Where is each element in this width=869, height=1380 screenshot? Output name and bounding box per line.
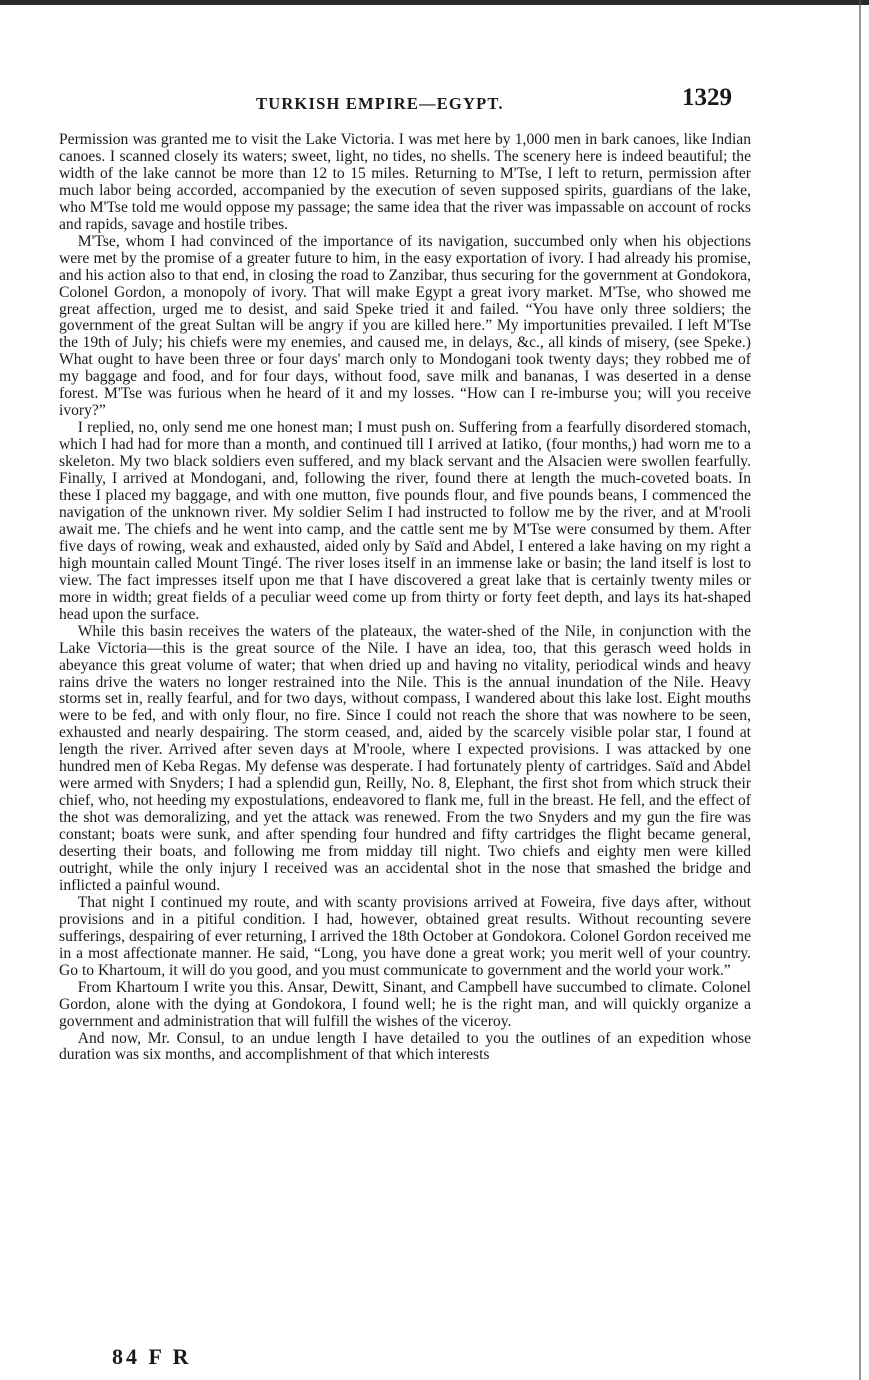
signature-mark: 84 F R (112, 1344, 192, 1369)
page-edge-line (859, 0, 861, 1380)
paragraph: M'Tse, whom I had convinced of the importance of its navigation, succumbed only when his objections were met by the promise of a greater future to him, in the easy exportation of ivory. I had already his promise, and his action also to that end, in closing the road to Zanzibar, thus securing for the government at Gondokora, Colonel Gordon, a monopoly of ivory. That will make Egypt a great ivory market. M'Tse, who showed me great affection, urged me to desist, and said Speke tried it and failed. “You have only three soldiers; the government of the great Sultan will be angry if you are killed here.” My importunities prevailed. I left M'Tse the 19th of July; his chiefs were my enemies, and caused me, in delays, &c., all kinds of misery, (see Speke.) What ought to have been three or four days' march only to Mondogani took twenty days; they robbed me of my baggage and food, and for four days, without food, save milk and bananas, I was deserted in a dense forest. M'Tse was furious when he heard of it and my losses. “How can I re-imburse you; will you receive ivory?” (59, 232, 751, 420)
page-number: 1329 (682, 84, 732, 111)
body-text (59, 132, 751, 1064)
running-header (60, 84, 750, 120)
paragraph: From Khartoum I write you this. Ansar, Dewitt, Sinant, and Campbell have succumbed to climate. Colonel Gordon, alone with the dying at Gondokora, I found well; he is the right man, and will quickly organize a government and administration that will fulfill the wishes of the viceroy. (59, 978, 751, 1030)
running-title: TURKISH EMPIRE—EGYPT. (256, 94, 504, 113)
paragraph: That night I continued my route, and with scanty provisions arrived at Foweira, five days after, without provisions and in a pitiful condition. I had, however, obtained great results. Without recounting severe sufferings, despairing of ever returning, I arrived the 18th October at Gondokora. Colonel Gordon received me in a most affectionate manner. He said, “Long, you have done a great work; you merit well of your country. Go to Khartoum, it will do you good, and you must communicate to government and the world your work.” (59, 893, 751, 979)
top-border-rule (0, 0, 869, 5)
paragraph: And now, Mr. Consul, to an undue length I have detailed to you the outlines of an expedition whose duration was six months, and accomplishment of that which interests (59, 1029, 751, 1064)
paragraph: I replied, no, only send me one honest man; I must push on. Suffering from a fearfully disordered stomach, which I had had for more than a month, and continued till I arrived at Iatiko, (four months,) had worn me to a skeleton. My two black soldiers even suffered, and my black servant and the Alsacien were swollen fearfully. Finally, I arrived at Mondogani, and, following the river, found there at length the much-coveted boats. In these I placed my baggage, and with one mutton, five pounds flour, and five pounds beans, I commenced the navigation of the unknown river. My soldier Selim I had instructed to follow me by the river, and at M'rooli await me. The chiefs and he went into camp, and the cattle sent me by M'Tse were consumed by them. After five days of rowing, weak and exhausted, aided only by Saïd and Abdel, I entered a lake having on my right a high mountain called Mount Tingé. The river loses itself in an immense lake or basin; the land itself is lost to view. The fact impresses itself upon me that I have discovered a great lake that is certainly twenty miles or more in width; great fields of a peculiar weed come up from thirty or forty feet depth, and lays its hat-shaped head upon the surface. (59, 419, 751, 623)
paragraph: While this basin receives the waters of the plateaux, the water-shed of the Nile, in conjunction with the Lake Victoria—this is the great source of the Nile. I have an idea, too, that this gerasch weed holds in abeyance this great volume of water; that when dried up and having no vitality, periodical winds and heavy rains drive the waters no longer restrained into the Nile. This is the annual inundation of the Nile. Heavy storms set in, really fearful, and for two days, without compass, I wandered about this lake lost. Eight mouths were to be fed, and with only flour, no fire. Since I could not reach the shore that was nowhere to be seen, exhausted and nearly despairing. The storm ceased, and, aided by the scarcely visible polar star, I found at length the river. Arrived after seven days at M'roole, where I expected provisions. I was attacked by one hundred men of Keba Regas. My defense was desperate. I had fortunately plenty of cartridges. Saïd and Abdel were armed with Snyders; I had a splendid gun, Reilly, No. 8, Elephant, the first shot from which struck their chief, who, not heeding my expostulations, endeavored to flank me, full in the breast. He fell, and the effect of the shot was demoralizing, and yet the attack was renewed. From the two Snyders and my gun the fire was constant; boats were sunk, and after spending four hundred and fifty cartridges the flight became general, deserting their boats, and following me from midday till night. Two chiefs and eighty men were killed outright, while the only injury I received was an accidental shot in the nose that smashed the bridge and inflicted a painful wound. (59, 622, 751, 894)
paragraph: Permission was granted me to visit the Lake Victoria. I was met here by 1,000 men in bark canoes, like Indian canoes. I scanned closely its waters; sweet, light, no tides, no shells. The scenery here is indeed beautiful; the width of the lake cannot be more than 12 to 15 miles. Returning to M'Tse, I left to return, permission after much labor being accorded, accompanied by the execution of seven supposed spirits, guardians of the lake, who M'Tse told me would oppose my passage; the same idea that the river was impassable on account of rocks and rapids, savage and hostile tribes. (59, 131, 751, 233)
